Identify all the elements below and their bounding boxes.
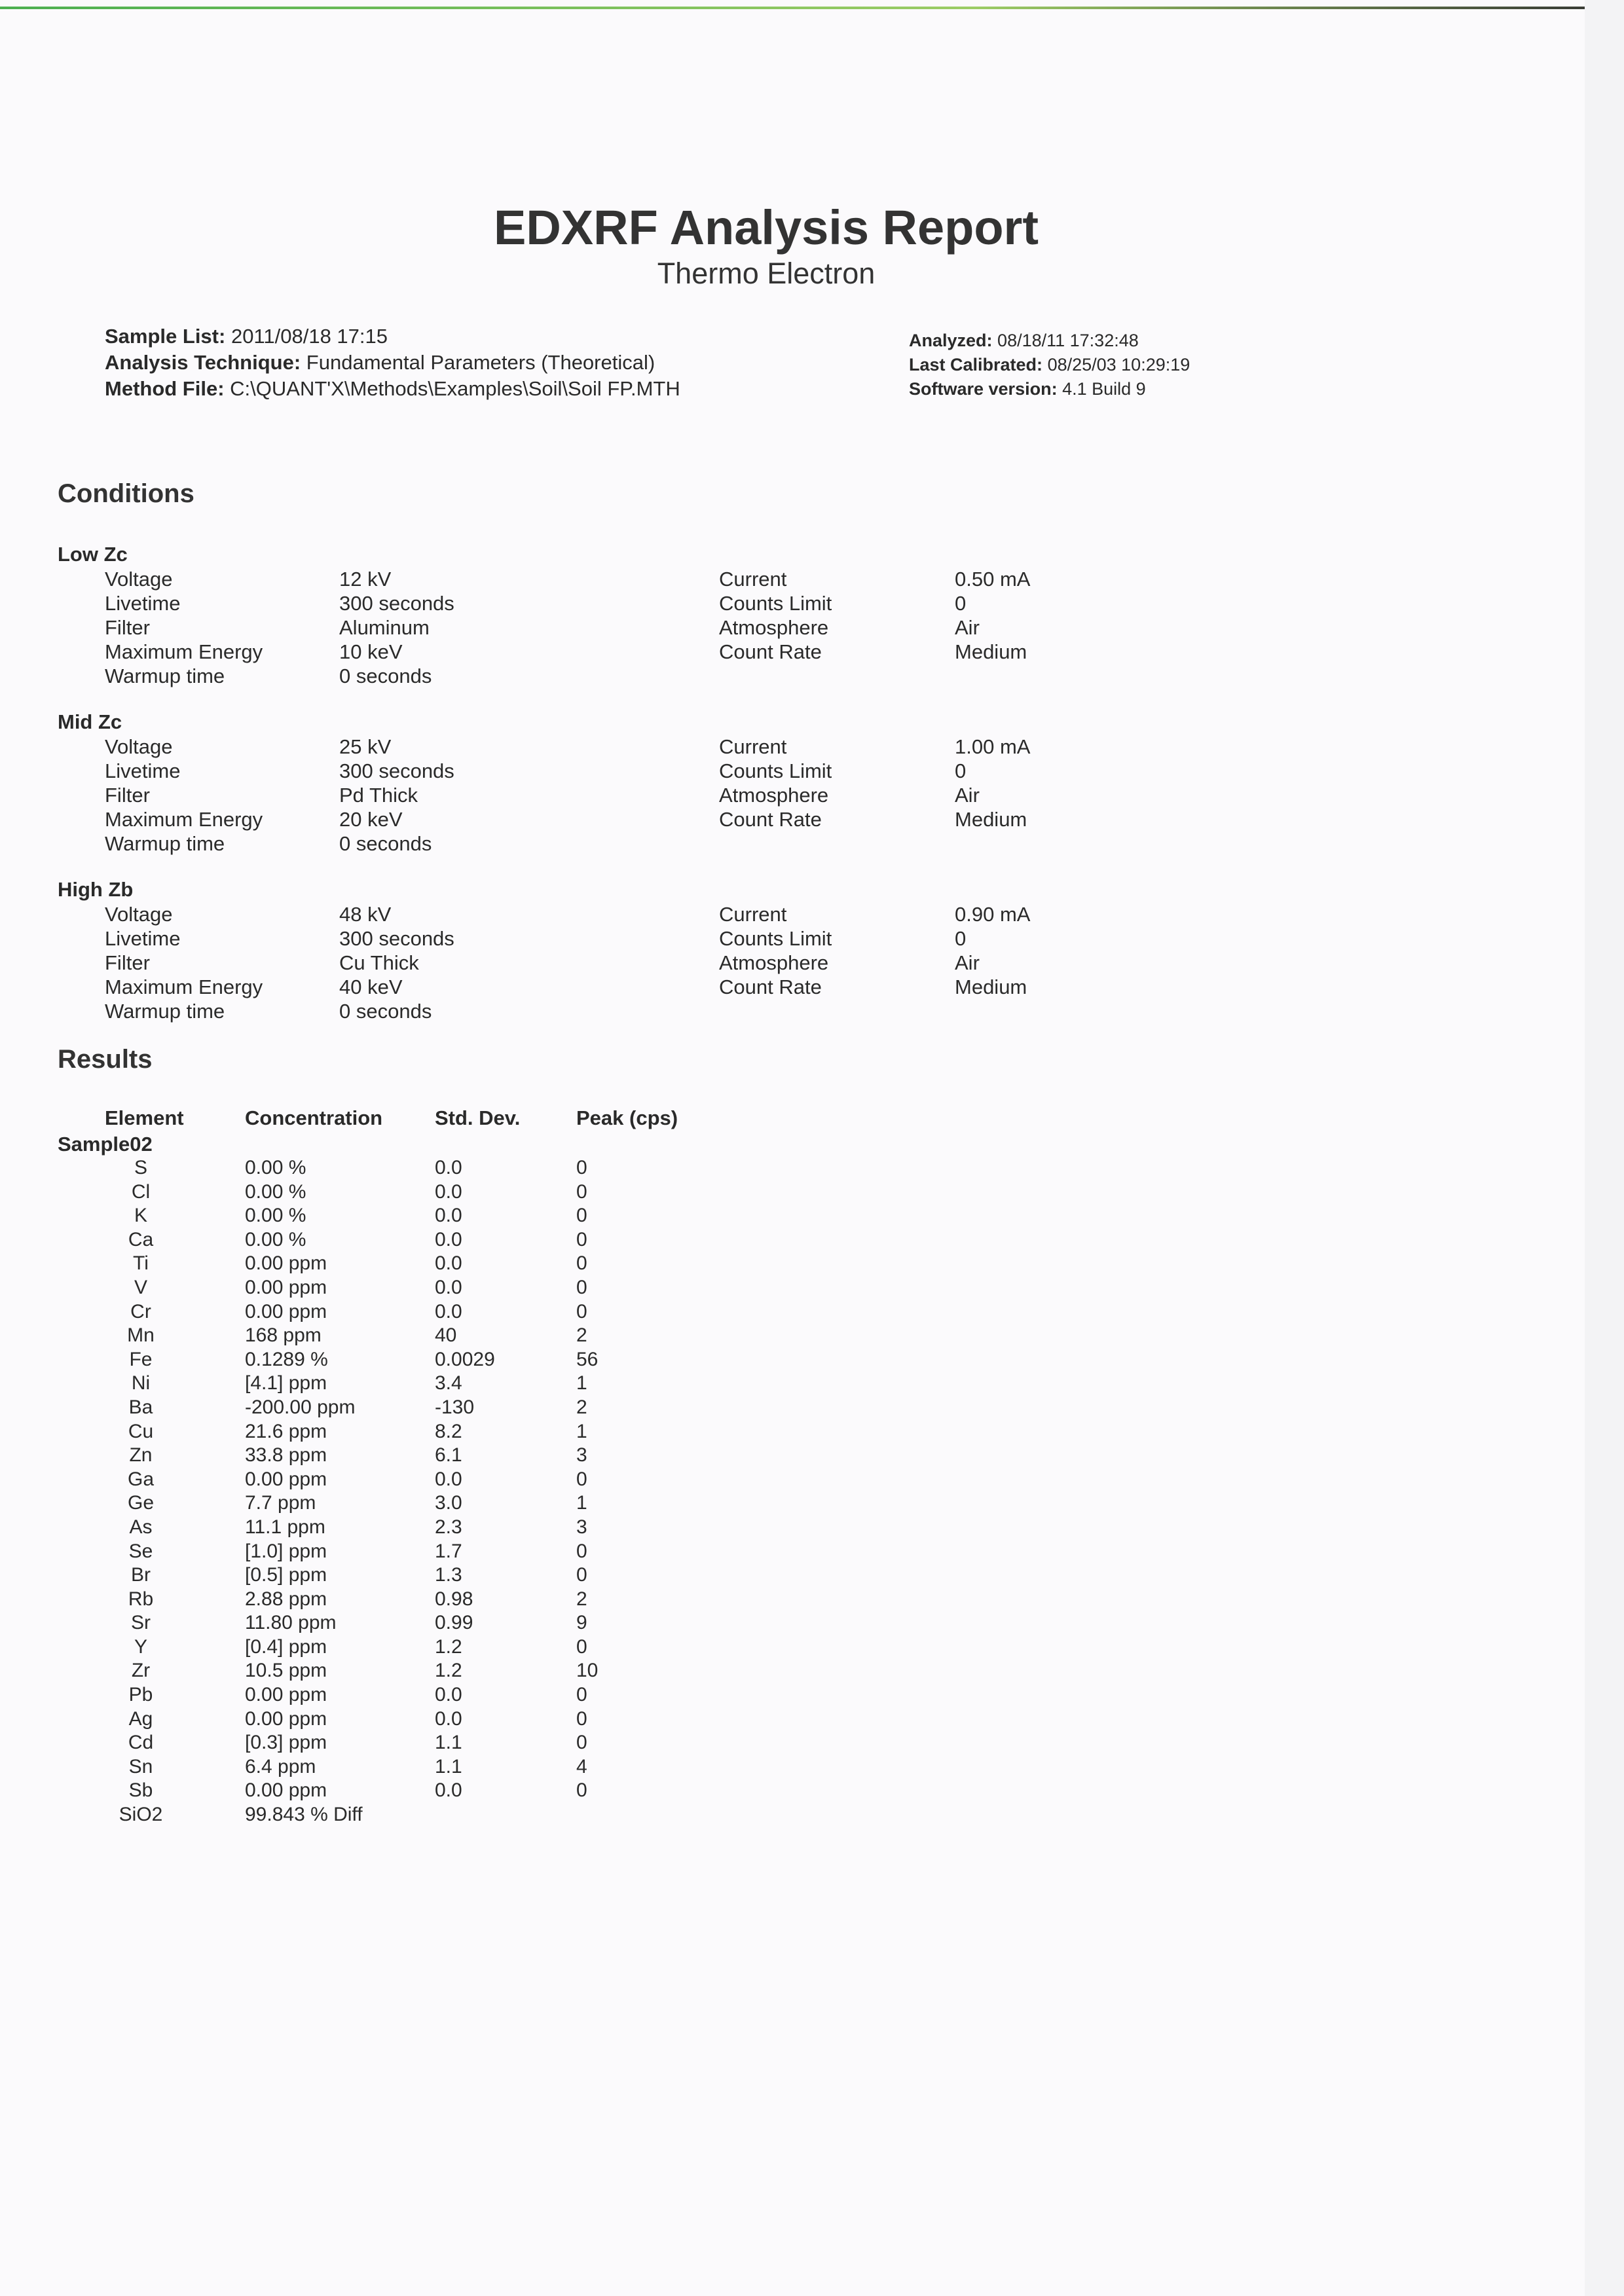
header-software-version: Software version: 4.1 Build 9 <box>909 379 1146 399</box>
element-cell: Fe <box>129 1348 153 1370</box>
condition-value: 10 keV <box>339 640 403 663</box>
concentration-cell: [4.1] ppm <box>245 1372 327 1394</box>
col-std-dev: Std. Dev. <box>435 1106 521 1129</box>
condition-param: Current <box>719 568 787 591</box>
condition-row <box>58 999 1367 1023</box>
table-row <box>58 1540 778 1564</box>
table-row <box>58 1611 778 1635</box>
col-concentration: Concentration <box>245 1106 383 1129</box>
concentration-cell: [0.3] ppm <box>245 1732 327 1754</box>
condition-value: 0 <box>955 759 967 782</box>
std-dev-cell: -130 <box>435 1396 475 1418</box>
std-dev-cell: 8.2 <box>435 1420 462 1442</box>
concentration-cell: 0.00 ppm <box>245 1252 327 1275</box>
page-right-edge <box>1585 0 1624 2296</box>
condition-value: Medium <box>955 975 1027 998</box>
condition-value: 0 <box>955 592 967 615</box>
peak-cell: 0 <box>576 1180 587 1203</box>
condition-param: Voltage <box>105 735 173 758</box>
element-cell: Ti <box>133 1252 149 1275</box>
element-cell: Pb <box>128 1684 153 1706</box>
concentration-cell: 0.00 ppm <box>245 1300 327 1322</box>
concentration-cell: 168 ppm <box>245 1324 322 1347</box>
header-method-file: Method File: C:\QUANT'X\Methods\Examples\Soil\Soil FP.MTH <box>105 377 680 400</box>
condition-value: 0 seconds <box>339 832 432 855</box>
condition-group <box>58 710 1367 856</box>
table-row <box>58 1252 778 1276</box>
peak-cell: 0 <box>576 1468 587 1490</box>
peak-cell: 0 <box>576 1228 587 1250</box>
condition-row <box>58 951 1367 975</box>
element-cell: Ca <box>128 1228 154 1250</box>
table-row <box>58 1348 778 1372</box>
peak-cell: 4 <box>576 1755 587 1777</box>
condition-value: 300 seconds <box>339 759 454 782</box>
page-top-edge <box>0 7 1624 9</box>
peak-cell: 56 <box>576 1348 599 1370</box>
peak-cell: 10 <box>576 1660 599 1682</box>
peak-cell: 0 <box>576 1684 587 1706</box>
condition-value: Pd Thick <box>339 784 418 807</box>
element-cell: Cd <box>128 1732 154 1754</box>
element-cell: Cl <box>131 1180 151 1203</box>
concentration-cell: 6.4 ppm <box>245 1755 316 1777</box>
condition-value: 20 keV <box>339 808 403 831</box>
condition-row <box>58 735 1367 759</box>
std-dev-cell: 0.98 <box>435 1588 473 1610</box>
element-cell: Sb <box>128 1779 153 1802</box>
condition-param: Counts Limit <box>719 927 832 950</box>
std-dev-cell: 0.0 <box>435 1228 462 1250</box>
element-cell: Zr <box>131 1660 151 1682</box>
concentration-cell: 0.00 % <box>245 1228 306 1250</box>
condition-param: Voltage <box>105 568 173 591</box>
header-left <box>105 323 680 402</box>
element-cell: Sn <box>128 1755 153 1777</box>
table-row <box>58 1803 778 1827</box>
std-dev-cell: 0.0 <box>435 1180 462 1203</box>
results-table <box>58 1106 778 1827</box>
conditions-heading: Conditions <box>58 479 194 508</box>
table-row <box>58 1156 778 1180</box>
condition-param: Counts Limit <box>719 759 832 782</box>
header-analyzed: Analyzed: 08/18/11 17:32:48 <box>909 331 1139 350</box>
condition-row <box>58 926 1367 951</box>
report-subtitle: Thermo Electron <box>657 257 876 290</box>
std-dev-cell: 0.0 <box>435 1468 462 1490</box>
header-right <box>909 329 1190 401</box>
concentration-cell: 0.00 ppm <box>245 1779 327 1802</box>
std-dev-cell: 1.2 <box>435 1635 462 1658</box>
condition-param: Atmosphere <box>719 616 829 639</box>
condition-row <box>58 807 1367 831</box>
concentration-cell: 10.5 ppm <box>245 1660 327 1682</box>
header-last-calibrated: Last Calibrated: 08/25/03 10:29:19 <box>909 355 1190 374</box>
element-cell: Sr <box>131 1612 151 1634</box>
std-dev-cell: 1.1 <box>435 1732 462 1754</box>
condition-row <box>58 783 1367 807</box>
std-dev-cell: 1.2 <box>435 1660 462 1682</box>
condition-row <box>58 640 1367 664</box>
std-dev-cell: 0.0 <box>435 1157 462 1178</box>
std-dev-cell: 0.0 <box>435 1276 462 1298</box>
table-row <box>58 1204 778 1228</box>
table-row <box>58 1324 778 1348</box>
condition-value: 0.90 mA <box>955 903 1031 926</box>
std-dev-cell: 1.7 <box>435 1540 462 1562</box>
table-row <box>58 1635 778 1660</box>
condition-param: Filter <box>105 616 150 639</box>
results-rows <box>58 1156 778 1827</box>
condition-group-name: High Zb <box>58 878 134 901</box>
concentration-cell: 0.00 ppm <box>245 1684 327 1706</box>
condition-value: 25 kV <box>339 735 392 758</box>
peak-cell: 0 <box>576 1157 587 1178</box>
element-cell: Ga <box>127 1468 155 1490</box>
peak-cell: 0 <box>576 1732 587 1754</box>
std-dev-cell: 0.0 <box>435 1252 462 1275</box>
peak-cell: 0 <box>576 1635 587 1658</box>
std-dev-cell: 0.0 <box>435 1707 462 1730</box>
std-dev-cell: 0.0 <box>435 1205 462 1227</box>
peak-cell: 2 <box>576 1396 587 1418</box>
table-row <box>58 1588 778 1612</box>
std-dev-cell: 40 <box>435 1324 457 1347</box>
element-cell: Mn <box>127 1324 155 1347</box>
condition-param: Maximum Energy <box>105 975 263 998</box>
condition-value: Air <box>955 784 980 807</box>
table-row <box>58 1180 778 1205</box>
concentration-cell: -200.00 ppm <box>245 1396 356 1418</box>
element-cell: Zn <box>129 1444 153 1467</box>
concentration-cell: 99.843 % Diff <box>245 1804 363 1826</box>
results-heading: Results <box>58 1045 153 1074</box>
table-row <box>58 1683 778 1707</box>
table-row <box>58 1420 778 1444</box>
condition-value: 0 seconds <box>339 665 432 687</box>
std-dev-cell: 1.1 <box>435 1755 462 1777</box>
condition-value: 12 kV <box>339 568 392 591</box>
std-dev-cell: 2.3 <box>435 1516 462 1538</box>
condition-param: Maximum Energy <box>105 640 263 663</box>
condition-value: 300 seconds <box>339 927 454 950</box>
peak-cell: 0 <box>576 1276 587 1298</box>
condition-param: Current <box>719 903 787 926</box>
condition-param: Maximum Energy <box>105 808 263 831</box>
peak-cell: 0 <box>576 1564 587 1586</box>
element-cell: Br <box>131 1564 151 1586</box>
element-cell: Y <box>134 1635 147 1658</box>
element-cell: Rb <box>128 1588 154 1610</box>
condition-group-name: Mid Zc <box>58 710 122 733</box>
std-dev-cell: 1.3 <box>435 1564 462 1586</box>
peak-cell: 0 <box>576 1252 587 1275</box>
peak-cell: 0 <box>576 1707 587 1730</box>
concentration-cell: [0.5] ppm <box>245 1564 327 1586</box>
concentration-cell: 0.00 % <box>245 1180 306 1203</box>
element-cell: As <box>129 1516 153 1538</box>
peak-cell: 9 <box>576 1612 587 1634</box>
table-row <box>58 1779 778 1803</box>
table-row <box>58 1659 778 1683</box>
table-row <box>58 1300 778 1324</box>
condition-param: Current <box>719 735 787 758</box>
std-dev-cell: 6.1 <box>435 1444 462 1467</box>
peak-cell: 2 <box>576 1324 587 1347</box>
concentration-cell: 0.00 ppm <box>245 1707 327 1730</box>
condition-group <box>58 542 1367 688</box>
condition-value: 0 <box>955 927 967 950</box>
peak-cell: 3 <box>576 1516 587 1538</box>
concentration-cell: 0.00 ppm <box>245 1468 327 1490</box>
condition-param: Warmup time <box>105 1000 225 1023</box>
concentration-cell: 21.6 ppm <box>245 1420 327 1442</box>
condition-param: Count Rate <box>719 975 822 998</box>
std-dev-cell: 0.0 <box>435 1779 462 1802</box>
condition-row <box>58 591 1367 615</box>
condition-group-name: Low Zc <box>58 543 128 566</box>
element-cell: Ag <box>128 1707 153 1730</box>
element-cell: K <box>134 1205 147 1227</box>
condition-value: 300 seconds <box>339 592 454 615</box>
peak-cell: 1 <box>576 1420 587 1442</box>
condition-row <box>58 664 1367 688</box>
condition-value: 48 kV <box>339 903 392 926</box>
element-cell: V <box>134 1276 147 1298</box>
condition-param: Livetime <box>105 759 181 782</box>
table-row <box>58 1563 778 1588</box>
element-cell: Cr <box>130 1300 151 1322</box>
header-sample-list: Sample List: 2011/08/18 17:15 <box>105 325 388 348</box>
concentration-cell: [0.4] ppm <box>245 1635 327 1658</box>
std-dev-cell: 0.0 <box>435 1684 462 1706</box>
condition-value: Medium <box>955 808 1027 831</box>
std-dev-cell: 0.0 <box>435 1300 462 1322</box>
report-title: EDXRF Analysis Report <box>494 200 1039 255</box>
element-cell: Ba <box>128 1396 153 1418</box>
condition-value: 0.50 mA <box>955 568 1031 591</box>
table-row <box>58 1276 778 1300</box>
condition-param: Livetime <box>105 927 181 950</box>
condition-param: Atmosphere <box>719 784 829 807</box>
peak-cell: 0 <box>576 1300 587 1322</box>
table-row <box>58 1372 778 1396</box>
condition-value: 40 keV <box>339 975 403 998</box>
concentration-cell: 0.00 % <box>245 1157 306 1178</box>
condition-row <box>58 902 1367 926</box>
table-row <box>58 1707 778 1732</box>
table-row <box>58 1228 778 1252</box>
concentration-cell: 0.00 ppm <box>245 1276 327 1298</box>
element-cell: Cu <box>128 1420 154 1442</box>
std-dev-cell: 3.4 <box>435 1372 462 1394</box>
results-table-header <box>58 1106 778 1133</box>
condition-param: Count Rate <box>719 640 822 663</box>
peak-cell: 0 <box>576 1779 587 1802</box>
element-cell: Ni <box>131 1372 151 1394</box>
header-analysis-technique: Analysis Technique: Fundamental Parameters (Theoretical) <box>105 351 655 374</box>
std-dev-cell: 3.0 <box>435 1492 462 1514</box>
table-row <box>58 1491 778 1516</box>
condition-value: Cu Thick <box>339 951 419 974</box>
condition-param: Counts Limit <box>719 592 832 615</box>
sample-name: Sample02 <box>58 1133 153 1156</box>
concentration-cell: 2.88 ppm <box>245 1588 327 1610</box>
condition-value: Aluminum <box>339 616 430 639</box>
condition-param: Atmosphere <box>719 951 829 974</box>
peak-cell: 1 <box>576 1372 587 1394</box>
col-peak: Peak (cps) <box>576 1106 678 1129</box>
std-dev-cell: 0.99 <box>435 1612 473 1634</box>
col-element: Element <box>105 1106 184 1129</box>
condition-value: Air <box>955 616 980 639</box>
table-row <box>58 1516 778 1540</box>
condition-value: Air <box>955 951 980 974</box>
peak-cell: 0 <box>576 1540 587 1562</box>
peak-cell: 2 <box>576 1588 587 1610</box>
condition-row <box>58 831 1367 856</box>
element-cell: S <box>134 1157 147 1178</box>
table-row <box>58 1396 778 1420</box>
condition-row <box>58 567 1367 591</box>
concentration-cell: 7.7 ppm <box>245 1492 316 1514</box>
concentration-cell: 33.8 ppm <box>245 1444 327 1467</box>
condition-value: 1.00 mA <box>955 735 1031 758</box>
std-dev-cell: 0.0029 <box>435 1348 495 1370</box>
element-cell: Se <box>128 1540 153 1562</box>
table-row <box>58 1468 778 1492</box>
table-row <box>58 1731 778 1755</box>
table-row <box>58 1755 778 1779</box>
concentration-cell: 0.1289 % <box>245 1348 328 1370</box>
concentration-cell: 11.1 ppm <box>245 1516 325 1538</box>
condition-value: Medium <box>955 640 1027 663</box>
peak-cell: 1 <box>576 1492 587 1514</box>
condition-param: Warmup time <box>105 665 225 687</box>
condition-row <box>58 975 1367 999</box>
condition-param: Count Rate <box>719 808 822 831</box>
concentration-cell: 0.00 % <box>245 1205 306 1227</box>
condition-param: Livetime <box>105 592 181 615</box>
concentration-cell: [1.0] ppm <box>245 1540 327 1562</box>
table-row <box>58 1444 778 1468</box>
peak-cell: 3 <box>576 1444 587 1467</box>
peak-cell: 0 <box>576 1205 587 1227</box>
condition-group <box>58 877 1367 1023</box>
condition-row <box>58 759 1367 783</box>
condition-value: 0 seconds <box>339 1000 432 1023</box>
condition-param: Warmup time <box>105 832 225 855</box>
element-cell: Ge <box>127 1492 155 1514</box>
condition-param: Filter <box>105 784 150 807</box>
condition-param: Voltage <box>105 903 173 926</box>
concentration-cell: 11.80 ppm <box>245 1612 337 1634</box>
condition-param: Filter <box>105 951 150 974</box>
element-cell: SiO2 <box>119 1804 163 1826</box>
condition-row <box>58 615 1367 640</box>
